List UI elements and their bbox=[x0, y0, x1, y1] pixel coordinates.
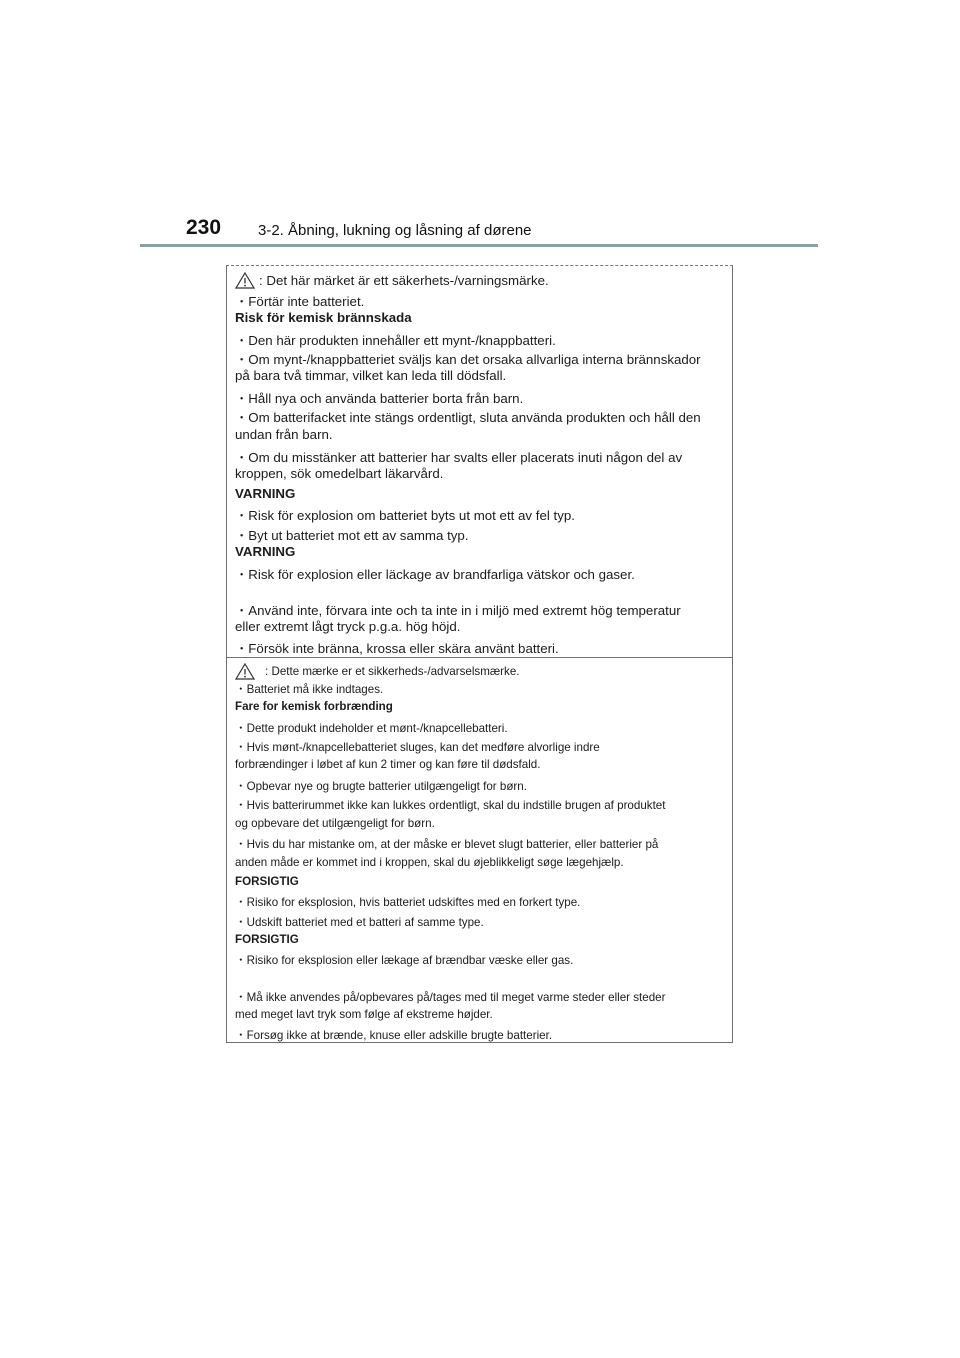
notice-text-line: ・Risk för explosion eller läckage av brandfarliga vätskor och gaser. bbox=[235, 567, 635, 582]
notice-text-line: ・Risiko for eksplosion eller lækage af brændbar væske eller gas. bbox=[235, 954, 574, 967]
notice-text-line: forbrændinger i løbet af kun 2 timer og kan føre til dødsfald. bbox=[235, 758, 541, 771]
section-heading: FORSIGTIG bbox=[235, 875, 299, 888]
notice-text-line: med meget lavt tryk som følge af ekstreme højder. bbox=[235, 1008, 493, 1021]
page-header bbox=[0, 0, 960, 250]
section-heading: VARNING bbox=[235, 544, 296, 559]
notice-text-line: ・Om batterifacket inte stängs ordentligt, sluta använda produkten och håll den bbox=[235, 410, 701, 425]
warning-symbol-explanation bbox=[235, 663, 520, 680]
notice-text-line: ・Hvis mønt-/knapcellebatteriet sluges, kan det medføre alvorlige indre bbox=[235, 741, 600, 754]
notice-text-line: eller extremt lågt tryck p.g.a. hög höjd. bbox=[235, 619, 461, 634]
notice-text-line: ・Försök inte bränna, krossa eller skära använt batteri. bbox=[235, 641, 559, 656]
danish-warning-box bbox=[226, 657, 733, 1043]
notice-text-line: ・Om mynt-/knappbatteriet sväljs kan det orsaka allvarliga interna brännskador bbox=[235, 352, 701, 367]
notice-text-line: ・Udskift batteriet med et batteri af samme type. bbox=[235, 916, 484, 929]
notice-text-line: og opbevare det utilgængeligt for børn. bbox=[235, 817, 435, 830]
notice-text-line: ・Må ikke anvendes på/opbevares på/tages med til meget varme steder eller steder bbox=[235, 991, 666, 1004]
notice-text-line: ・Om du misstänker att batterier har svalts eller placerats inuti någon del av bbox=[235, 450, 683, 465]
page-number: 230 bbox=[186, 216, 222, 239]
section-title: 3-2. Åbning, lukning og låsning af dørene bbox=[258, 222, 532, 239]
warning-symbol-text: : Dette mærke er et sikkerheds-/advarselsmærke. bbox=[265, 665, 520, 678]
notice-text-line: på bara två timmar, vilket kan leda till dödsfall. bbox=[235, 368, 507, 383]
notice-text-line: undan från barn. bbox=[235, 427, 333, 442]
section-heading: FORSIGTIG bbox=[235, 933, 299, 946]
notice-text-line: ・Batteriet må ikke indtages. bbox=[235, 683, 384, 696]
warning-triangle-icon bbox=[235, 663, 255, 680]
warning-symbol-text: : Det här märket är ett säkerhets-/varningsmärke. bbox=[259, 273, 549, 288]
notice-text-line: ・Hvis du har mistanke om, at der måske er blevet slugt batterier, eller batterier på bbox=[235, 838, 659, 851]
notice-text-line: ・Risk för explosion om batteriet byts ut mot ett av fel typ. bbox=[235, 508, 575, 523]
notice-text-line: ・Forsøg ikke at brænde, knuse eller adskille brugte batterier. bbox=[235, 1029, 553, 1042]
section-heading: Fare for kemisk forbrænding bbox=[235, 700, 393, 713]
warning-triangle-icon bbox=[235, 272, 255, 289]
notice-text-line: ・Den här produkten innehåller ett mynt-/knappbatteri. bbox=[235, 333, 556, 348]
notice-text-line: ・Byt ut batteriet mot ett av samma typ. bbox=[235, 528, 469, 543]
notice-text-line: ・Opbevar nye og brugte batterier utilgængeligt for børn. bbox=[235, 780, 527, 793]
swedish-warning-box bbox=[226, 265, 733, 657]
section-heading: Risk för kemisk brännskada bbox=[235, 310, 412, 325]
notice-text-line: ・Hvis batterirummet ikke kan lukkes ordentligt, skal du indstille brugen af produktet bbox=[235, 799, 666, 812]
header-divider bbox=[140, 244, 818, 247]
notice-text-line: anden måde er kommet ind i kroppen, skal du øjeblikkeligt søge lægehjælp. bbox=[235, 856, 624, 869]
notice-text-line: ・Risiko for eksplosion, hvis batteriet udskiftes med en forkert type. bbox=[235, 896, 581, 909]
notice-text-line: ・Använd inte, förvara inte och ta inte in i miljö med extremt hög temperatur bbox=[235, 603, 681, 618]
notice-text-line: ・Håll nya och använda batterier borta från barn. bbox=[235, 391, 524, 406]
notice-text-line: ・Dette produkt indeholder et mønt-/knapcellebatteri. bbox=[235, 722, 508, 735]
notice-text-line: kroppen, sök omedelbart läkarvård. bbox=[235, 466, 444, 481]
warning-symbol-explanation bbox=[235, 272, 549, 289]
notice-text-line: ・Förtär inte batteriet. bbox=[235, 294, 365, 309]
section-heading: VARNING bbox=[235, 486, 296, 501]
